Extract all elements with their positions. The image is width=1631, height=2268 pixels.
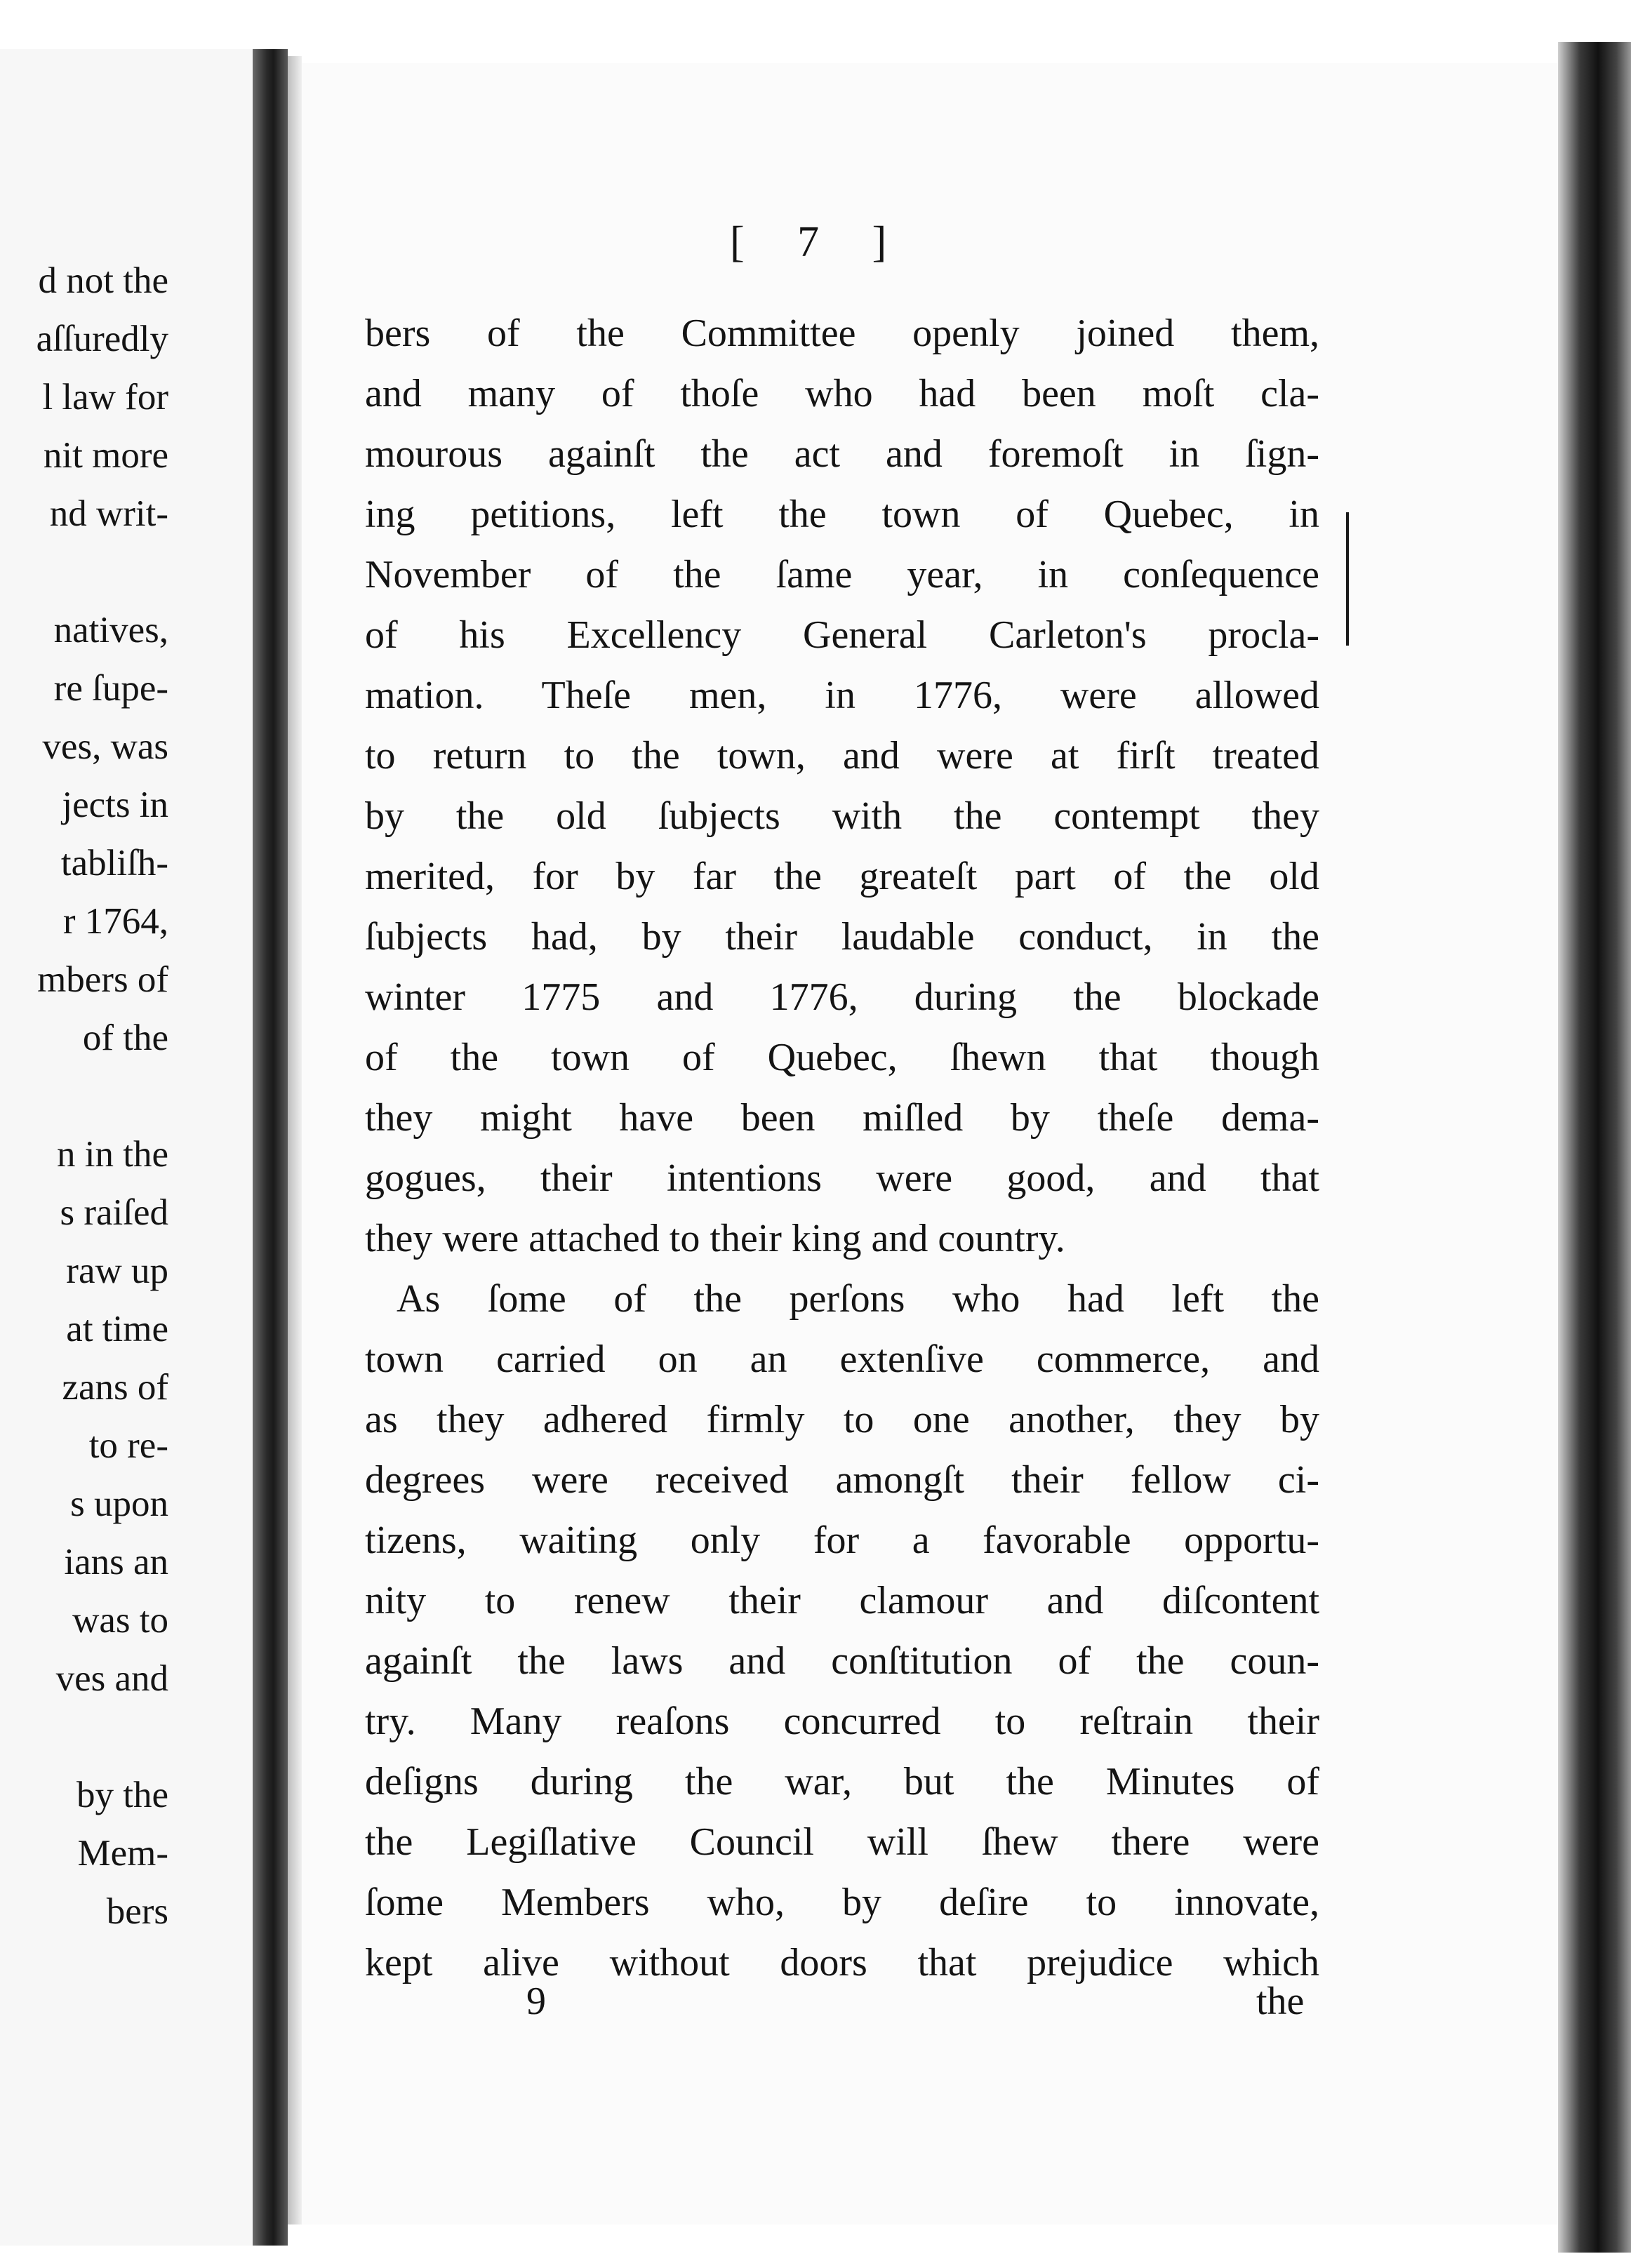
left-page-fragment — [0, 49, 253, 2246]
text-line: November of the ſame year, in conſequence — [365, 553, 1319, 596]
text-line: ſome Members who, by deſire to innovate, — [365, 1881, 1319, 1924]
left-page-line: mbers of — [37, 959, 168, 1000]
left-page-line: bers — [106, 1891, 168, 1932]
left-page-line: at time — [66, 1309, 168, 1349]
text-line: they might have been miſled by theſe dema- — [365, 1096, 1319, 1140]
margin-mark — [1346, 512, 1349, 646]
text-line: mation. Theſe men, in 1776, were allowed — [365, 674, 1319, 717]
left-page-line: d not the — [38, 260, 168, 301]
left-page-line: ians an — [64, 1542, 168, 1582]
page-number: [ 7 ] — [730, 218, 908, 266]
left-page-line: s raiſed — [60, 1192, 168, 1233]
left-page-line: Mem- — [77, 1833, 168, 1874]
text-line: degrees were received amongſt their fellow ci- — [365, 1458, 1319, 1502]
left-page-line: was to — [72, 1600, 168, 1641]
left-page-line: by the — [76, 1775, 168, 1815]
text-line: deſigns during the war, but the Minutes of — [365, 1760, 1319, 1803]
text-line: As ſome of the perſons who had left the — [397, 1277, 1319, 1321]
left-page-line: r 1764, — [62, 901, 168, 942]
book-gutter-shadow — [253, 49, 288, 2246]
left-page-line: s upon — [70, 1483, 168, 1524]
text-line: of his Excellency General Carleton's procla- — [365, 613, 1319, 657]
left-page-line: aſſuredly — [36, 319, 168, 359]
left-page-line: of the — [82, 1018, 168, 1058]
signature-mark: 9 — [526, 1980, 546, 2023]
text-line: they were attached to their king and country. — [365, 1217, 1065, 1260]
text-line: and many of thoſe who had been moſt cla- — [365, 372, 1319, 415]
left-page-line: nd writ- — [49, 493, 168, 534]
text-line: winter 1775 and 1776, during the blockade — [365, 975, 1319, 1019]
text-line: ing petitions, left the town of Quebec, in — [365, 493, 1319, 536]
left-page-line: jects in — [62, 785, 168, 825]
text-line: to return to the town, and were at firſt treated — [365, 734, 1319, 778]
text-line: the Legiſlative Council will ſhew there were — [365, 1820, 1319, 1864]
left-page-line: natives, — [53, 610, 168, 651]
text-line: try. Many reaſons concurred to reſtrain their — [365, 1700, 1319, 1743]
text-line: of the town of Quebec, ſhewn that though — [365, 1036, 1319, 1079]
left-page-line: to re- — [88, 1425, 168, 1466]
text-line: ſubjects had, by their laudable conduct, in the — [365, 915, 1319, 959]
left-page-line: nit more — [43, 435, 168, 476]
left-page-line: l law for — [42, 377, 168, 418]
left-page-line: n in the — [57, 1134, 168, 1175]
left-page-line: zans of — [62, 1367, 168, 1408]
left-page-line: raw up — [66, 1250, 168, 1291]
text-line: tizens, waiting only for a favorable opportu- — [365, 1519, 1319, 1562]
left-page-line: ves and — [55, 1658, 168, 1699]
text-line: by the old ſubjects with the contempt they — [365, 794, 1319, 838]
left-page-line: re ſupe- — [53, 668, 168, 709]
left-page-line: tabliſh- — [60, 843, 168, 883]
page-edge-shadow — [1558, 42, 1631, 2253]
text-line: bers of the Committee openly joined them, — [365, 312, 1319, 355]
text-line: town carried on an extenſive commerce, and — [365, 1338, 1319, 1381]
text-line: merited, for by far the greateſt part of the old — [365, 855, 1319, 898]
catchword: the — [1256, 1980, 1305, 2023]
book-gutter-highlight — [288, 56, 302, 2224]
text-line: mourous againſt the act and foremoſt in ſign- — [365, 432, 1319, 476]
text-line: as they adhered firmly to one another, they by — [365, 1398, 1319, 1441]
left-page-line: ves, was — [42, 726, 168, 767]
text-line: againſt the laws and conſtitution of the coun- — [365, 1639, 1319, 1683]
text-line: gogues, their intentions were good, and that — [365, 1156, 1319, 1200]
text-line: kept alive without doors that prejudice which — [365, 1941, 1319, 1984]
text-line: nity to renew their clamour and diſcontent — [365, 1579, 1319, 1622]
